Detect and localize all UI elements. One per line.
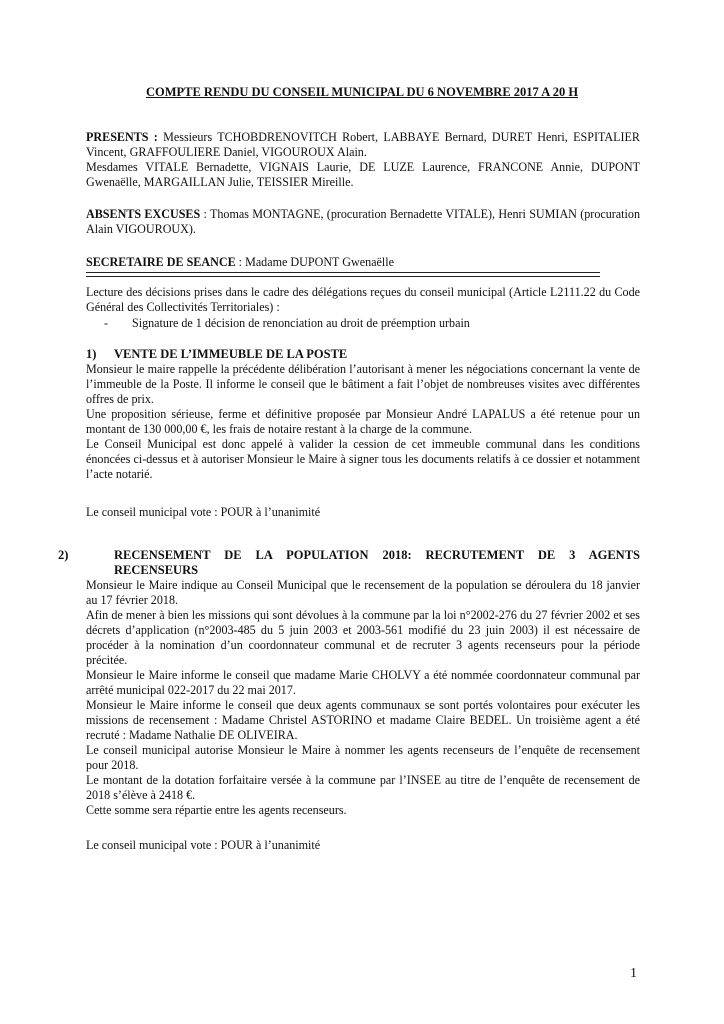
bullet-dash: - [104, 316, 109, 330]
section-1-paragraph: Une proposition sérieuse, ferme et définitive proposée par Monsieur André LAPALUS a été retenue pour un montant de 130 000,00 €, les frais de notaire restant à la charge de la commune. [86, 407, 640, 436]
section-1-vote [86, 505, 640, 520]
section-2-paragraph: Cette somme sera répartie entre les agents recenseurs. [86, 803, 347, 817]
section-2-vote-text: Le conseil municipal vote : POUR à l’unanimité [86, 838, 321, 852]
section-2-heading [58, 548, 640, 578]
section-1-heading [86, 347, 640, 362]
section-2-vote [86, 838, 640, 853]
presents-block [86, 130, 640, 190]
presents-women: Mesdames VITALE Bernadette, VIGNAIS Laurie, DE LUZE Laurence, FRANCONE Annie, DUPONT Gwenaëlle, MARGAILLAN Julie, TEISSIER Mireille. [86, 160, 640, 189]
section-1-vote-text: Le conseil municipal vote : POUR à l’unanimité [86, 505, 321, 519]
section-1-title-text: VENTE DE L’IMMEUBLE DE LA POSTE [114, 347, 348, 361]
secretaire-block [86, 255, 640, 270]
absents-paragraph [86, 207, 640, 237]
section-2-paragraph: Monsieur le Maire informe le conseil que deux agents communaux se sont portés volontaires pour exécuter les missions de recensement : Madame Christel ASTORINO et madame Claire BEDEL. Un troisième agent a été recruté : Madame Nathalie DE OLIVEIRA. [86, 698, 640, 742]
secretaire-paragraph [86, 255, 640, 270]
decisions-bullet [104, 316, 624, 331]
absents-text: : Thomas MONTAGNE, (procuration Bernadette VITALE), Henri SUMIAN (procuration Alain VIGOUROUX). [86, 207, 640, 236]
section-2-title [58, 548, 640, 578]
page-title: COMPTE RENDU DU CONSEIL MUNICIPAL DU 6 NOVEMBRE 2017 A 20 H [145, 85, 579, 99]
secretaire-text: : Madame DUPONT Gwenaëlle [235, 255, 394, 269]
presents-men: Messieurs TCHOBDRENOVITCH Robert, LABBAYE Bernard, DURET Henri, ESPITALIER Vincent, GRAFFOULIERE Daniel, VIGOUROUX Alain. [86, 130, 640, 159]
section-2-number: 2) [58, 548, 69, 562]
section-2-paragraph: Monsieur le Maire indique au Conseil Municipal que le recensement de la population se déroulera du 18 janvier au 17 février 2018. [86, 578, 640, 607]
section-1-number: 1) [86, 347, 97, 361]
section-2-paragraph: Le conseil municipal autorise Monsieur le Maire à nommer les agents recenseurs de l’enquête de recensement pour 2018. [86, 743, 640, 772]
section-2-paragraph: Monsieur le Maire informe le conseil que madame Marie CHOLVY a été nommée coordonnateur communal par arrêté municipal 022-2017 du 22 mai 2017. [86, 668, 640, 697]
separator-line [86, 276, 600, 277]
secretaire-label: SECRETAIRE DE SEANCE [86, 255, 236, 269]
section-2-paragraph: Le montant de la dotation forfaitaire versée à la commune par l’INSEE au titre de l’enquête de recensement de 2018 s’élève à 2418 €. [86, 773, 640, 802]
absents-label: ABSENTS EXCUSES [86, 207, 201, 221]
section-1-paragraph: Monsieur le maire rappelle la précédente délibération l’autorisant à mener les négociations concernant la vente de l’immeuble de la Poste. Il informe le conseil que le bâtiment a fait l’objet de nombreuses visites avec différentes offres de prix. [86, 362, 640, 406]
section-1-title [86, 347, 640, 362]
absents-block [86, 207, 640, 237]
section-2-title-text: RECENSEMENT DE LA POPULATION 2018: RECRUTEMENT DE 3 AGENTS RECENSEURS [114, 548, 640, 577]
section-1-paragraph: Le Conseil Municipal est donc appelé à valider la cession de cet immeuble communal dans les conditions énoncées ci-dessus et à autoriser Monsieur le Maire à signer tous les documents relatifs à ce dossier et notamment l’acte notarié. [86, 437, 640, 481]
bullet-text: Signature de 1 décision de renonciation au droit de préemption urbain [132, 316, 470, 330]
presents-paragraph [86, 130, 640, 160]
page-number: 1 [630, 966, 637, 981]
decisions-block [86, 285, 640, 315]
section-2-paragraph: Afin de mener à bien les missions qui sont dévolues à la commune par la loi n°2002-276 du 27 février 2002 et ses décrets d’application (n°2003-485 du 5 juin 2003 et 2003-561 modifié du 23 juin 2003) il est nécessaire de procéder à la nomination d’un coordonnateur communal et de recruter 3 agents recenseurs pour la période précitée. [86, 608, 640, 667]
decisions-text: Lecture des décisions prises dans le cadre des délégations reçues du conseil municipal (Article L2111.22 du Code Général des Collectivités Territoriales) : [86, 285, 640, 314]
section-2-body [86, 578, 640, 818]
presents-label: PRESENTS : [86, 130, 158, 144]
section-1-body [86, 362, 640, 482]
separator-line [86, 272, 600, 273]
